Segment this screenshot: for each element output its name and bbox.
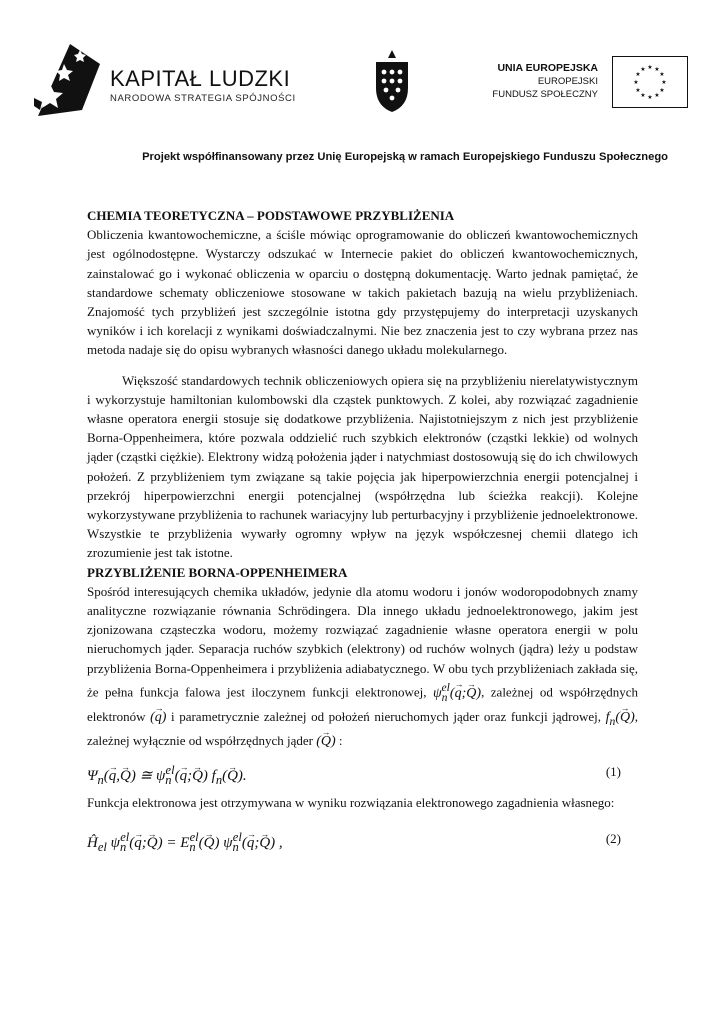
equation-2-formula: $Ĥ_{el}$ $\psi_n^{el}(\to$ q;→ $Q) = E_n^{el}(\to Q)$ $\psi_n^{el}(\to$ q;→ Q) , (87, 828, 283, 857)
formula-q: (→ q) (150, 710, 166, 725)
paragraph-3-part-d: , zależnej wyłącznie od współrzędnych jąder (87, 708, 639, 748)
svg-text:★: ★ (647, 64, 653, 71)
paragraph-3-part-e: : (338, 732, 343, 748)
svg-text:★: ★ (654, 92, 660, 99)
svg-text:★: ★ (633, 79, 639, 86)
svg-text:★: ★ (635, 87, 641, 94)
paragraph-1: Obliczenia kwantowochemiczne, a ściśle mówiąc oprogramowanie do obliczeń kwantowochemicznych jest ogólnodostępne. Wystarczy odszukać w Internecie pakiet do obliczeń kwantowochemicznych, zainstalować go i wykonać obliczenia w oparciu o dostępną dokumentację. Warto jednak pamiętać, że standardowe schematy obliczeniowe stosowane w takich pakietach bazują na wielu przybliżeniach. Znajomość tych przybliżeń jest szczególnie istotna gdy przystępujemy do interpretacji uzyskanych wyników i ich korelacji z wynikami doświadczalnymi. Nie bez znaczenia jest to czy wybrana przez nas metoda nadaje się do opisu wybranych własności danego układu molekularnego. (87, 227, 638, 358)
svg-text:★: ★ (659, 87, 665, 94)
equation-2 (87, 826, 638, 852)
eu-fund-label (492, 62, 598, 101)
paragraph-2: Większość standardowych technik obliczeniowych opiera się na przybliżeniu nierelatywistycznym i wykorzystuje hamiltonian kulombowski dla cząstek punktowych. Z kolei, aby rozwiązać zagadnienie własne operatora energii stosuje się dodatkowe przybliżenia. Najistotniejszym z nich jest przybliżenie Borna-Oppenheimera, które pozwala oddzielić ruch szybkich elektronów (cząstki lekkie) od wolnych jąder (cząstki ciężkie). Elektrony widzą położenia jąder i natychmiast dostosowują się do ich chwilowych położeń. Z przybliżeniem tym związane są takie pojęcia jak hiperpowierzchnia energii potencjalnej i przekrój hiperpowierzchni energii potencjalnej (współrzędna lub ścieżka reakcji). Kolejne wykorzystywane przybliżenia to rachunek wariacyjny lub perturbacyjny i przybliżenie jednoelektronowe. Wszystkie te przybliżenia wywarły ogromny wpływ na język współczesnej chemii dlatego ich zrozumienie jest tak istotne. (87, 372, 638, 561)
poland-crest-icon (372, 48, 412, 114)
document-body (87, 206, 638, 860)
paragraph-3-part-a: Spośród interesujących chemika układów, jedynie dla atomu wodoru i jonów wodoropodobnych znamy analityczne rozwiązanie równania Schrödingera. Dla innego układu jednoelektronowego, jakim jest zjonizowana cząsteczka wodoru, możemy rozwiązać zagadnienie własne operatora energii w polu nieruchomych jąder. Separacja ruchów szybkich (elektrony) od ruchów wolnych (jądra) leży u podstaw przybliżenia Borna-Oppenheimera i przybliżenia adiabatycznego. W obu tych przybliżeniach zakłada się, że pełna funkcja falowa jest iloczynem funkcji elektronowej, (87, 583, 638, 700)
kapital-ludzki-star-logo (30, 40, 106, 120)
formula-Q: (→ Q) (316, 734, 335, 749)
kapital-ludzki-subtitle: NARODOWA STRATEGIA SPÓJNOŚCI (110, 93, 296, 104)
svg-text:★: ★ (640, 92, 646, 99)
svg-text:★: ★ (654, 66, 660, 73)
formula-f: $f_n(\to Q)$ (606, 710, 635, 725)
formula-psi-el: $\psi_n^{el}(\to$ q;→ Q) (433, 686, 481, 701)
paragraph-3-part-c: i parametrycznie zależnej od położeń nieruchomych jąder oraz funkcji jądrowej, (171, 708, 601, 724)
section-heading-theoretical-chemistry: CHEMIA TEORETYCZNA – PODSTAWOWE PRZYBLIŻENIA (87, 208, 455, 223)
section-heading-born-oppenheimer: PRZYBLIŻENIE BORNA-OPPENHEIMERA (87, 564, 348, 580)
svg-text:★: ★ (659, 71, 665, 78)
page-header (0, 0, 724, 120)
svg-text:★: ★ (647, 94, 653, 101)
paragraph-3-part-b: , zależnej od współrzędnych elektronów (87, 684, 638, 724)
eu-line-social-fund: FUNDUSZ SPOŁECZNY (492, 89, 598, 100)
svg-text:★: ★ (635, 71, 641, 78)
paragraph-4: Funkcja elektronowa jest otrzymywana w wyniku rozwiązania elektronowego zagadnienia własnego: (87, 794, 615, 810)
paragraph-3 (87, 582, 638, 751)
eu-line-european: EUROPEJSKI (537, 76, 598, 87)
equation-1-number: (1) (605, 763, 621, 779)
eu-flag-icon (612, 56, 688, 108)
kapital-ludzki-title: KAPITAŁ LUDZKI (110, 66, 291, 91)
project-cofinancing-line: Projekt współfinansowany przez Unię Europejską w ramach Europejskiego Funduszu Społecznego (142, 151, 668, 163)
equation-2-number: (2) (605, 830, 621, 846)
eu-line-union: UNIA EUROPEJSKA (497, 62, 598, 74)
equation-1-formula: $\Psi_n(\to q,\to Q)$ ≅ $\psi_n^{el}(\to$ q;→ Q) $f_n(\to Q)$. (87, 761, 247, 790)
svg-text:★: ★ (640, 66, 646, 73)
equation-1 (87, 759, 638, 785)
svg-text:★: ★ (661, 79, 667, 86)
